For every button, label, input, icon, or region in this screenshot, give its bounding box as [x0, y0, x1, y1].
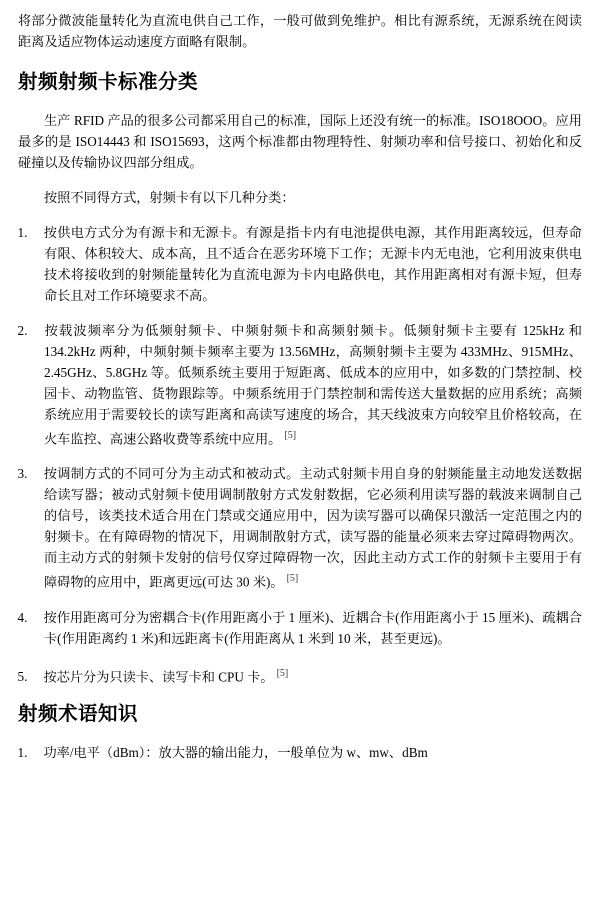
list-item-number: 1.: [17, 225, 28, 240]
list-item-number: 4.: [17, 609, 28, 625]
list-item-text: 按作用距离可分为密耦合卡(作用距离小于 1 厘米)、近耦合卡(作用距离小于 15 厘米)、疏耦合卡(作用距离约 1 米)和远距离卡(作用距离从 1 米到 10 米，甚至更远)。: [43, 609, 582, 646]
reference-marker[interactable]: [5]: [284, 430, 297, 441]
list-item-number: 2.: [17, 323, 28, 338]
list-item: [18, 607, 582, 649]
list-item-number: 3.: [17, 466, 28, 482]
list-item-text: 按芯片分为只读卡、读写卡和 CPU 卡。: [43, 669, 274, 685]
list-item: [18, 663, 582, 687]
standards-paragraph: 生产 RFID 产品的很多公司都采用自己的标准，国际上还没有统一的标准。ISO18OOO。应用最多的是 ISO14443 和 ISO15693，这两个标准都由物理特性、射频功率和信号接口、初始化和反碰撞以及传输协议四部分组成。: [18, 113, 582, 170]
section-heading-classification: 射频射频卡标准分类: [18, 71, 199, 93]
list-item-number: 5.: [17, 669, 28, 685]
list-item: [18, 222, 582, 306]
intro-paragraph: 将部分微波能量转化为直流电供自己工作，一般可做到免维护。相比有源系统，无源系统在阅读距离及适应物体运动速度方面略有限制。: [18, 13, 582, 49]
list-item-text: 按供电方式分为有源卡和无源卡。有源是指卡内有电池提供电源，其作用距离较远，但寿命有限、体积较大、成本高，且不适合在恶劣环境下工作；无源卡内无电池，它利用波束供电技术将接收到的射频能量转化为直流电源为卡内电路供电，其作用距离相对有源卡短，但寿命长且对工作环境要求不高。: [43, 225, 582, 303]
list-item: [18, 463, 582, 592]
list-item-number: 1.: [17, 745, 28, 761]
list-item-text: 功率/电平（dBm）：放大器的输出能力，一般单位为 w、mw、dBm: [43, 745, 428, 761]
list-item: [18, 320, 582, 449]
list-item-text: 按载波频率分为低频射频卡、中频射频卡和高频射频卡。低频射频卡主要有 125kHz 和 134.2kHz 两种，中频射频卡频率主要为 13.56MHz，高频射频卡主要为 433MHz、915MHz、2.45GHz、5.8GHz 等。低频系统主要用于短距离、低成本的应用中，如多数的门禁控制、校园卡、动物监管、货物跟踪等。中频系统用于门禁控制和需传送大量数据的应用系统；高频系统应用于需要较长的读写距离和高读写速度的场合，其天线波束方向较窄且价格较高，在火车监控、高速公路收费等系统中应用。: [43, 323, 582, 447]
reference-marker[interactable]: [5]: [286, 573, 299, 585]
section-heading-terminology: 射频术语知识: [18, 703, 139, 726]
reference-marker[interactable]: [5]: [276, 667, 289, 679]
classification-intro-paragraph: 按照不同得方式，射频卡有以下几种分类：: [44, 190, 295, 205]
list-item: [18, 742, 582, 763]
list-item-text: 按调制方式的不同可分为主动式和被动式。主动式射频卡用自身的射频能量主动地发送数据给读写器；被动式射频卡使用调制散射方式发射数据，它必须利用读写器的载波来调制自己的信号，该类技术适合用在门禁或交通应用中，因为读写器可以确保只激活一定范围之内的射频卡。在有障碍物的情况下，用调制散射方式，读写器的能量必须来去穿过障碍物两次。而主动方式的射频卡发射的信号仅穿过障碍物一次，因此主动方式工作的射频卡主要用于有障碍物的应用中，距离更远(可达 30 米)。: [43, 466, 582, 590]
